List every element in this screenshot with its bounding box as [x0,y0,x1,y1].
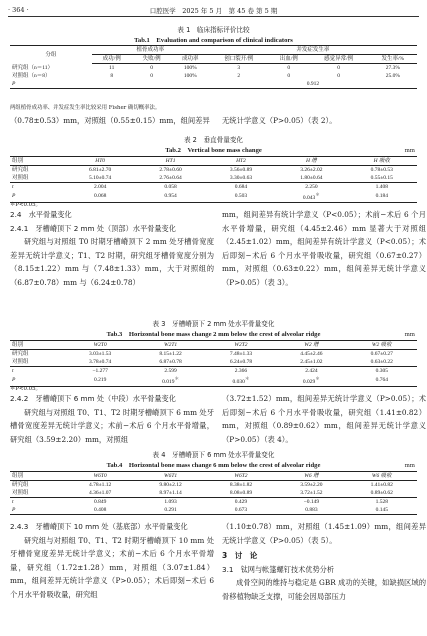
table1-header-group: 分组 [10,46,92,64]
table-row [10,166,417,175]
table3-cell: 2.366 [234,368,248,374]
section-heading-2-4: 2.4 水平骨量变化 [10,210,72,219]
page-number: · 364 · [8,6,29,14]
table3-p-value: 0.019 [162,378,175,385]
paragraph: （3.72±1.52）mm，组间差异无统计学意义（P>0.05）；术后即刻−术后 6 个月水平骨吸收量，研究组（1.41±0.82）mm，对照组（0.89±0.62）mm，组间差异无统计学意义（P>0.05）（表 4）。 [222,394,426,444]
table2-cell [276,191,346,202]
table3-cell: 7.48±1.33 [229,351,253,357]
table1-cell: 100% [183,73,197,79]
significance-mark: ＊ [315,376,320,381]
text-right-c [222,520,426,604]
table2-cell: 对照组 [10,174,65,183]
table1-col: 出血/例 [269,55,309,64]
table3-cell: 0.305 [375,368,388,374]
section-heading-2-4-2: 2.4.2 牙槽嵴顶下 6 mm 处（中段）水平骨量变化 [10,394,176,403]
continuation-right-text: 无统计学意义（P>0.05）（表 2）。 [222,116,337,125]
continuation-left [10,114,214,128]
table-row [10,375,417,386]
table1-cell: 研究组（n＝11） [12,64,54,71]
paragraph: （1.10±0.78）mm，对照组（1.45±1.09）mm，组间差异无统计学意义（P>0.05）（表 5）。 [222,522,426,545]
table4-cell: 0.408 [65,506,135,515]
table2-cell: 研究组 [12,167,29,173]
table2-cell: 0.78±0.53 [370,167,393,173]
table3-p-value: 0.029 [302,378,316,385]
text-right-a [222,208,426,290]
paragraph: mm，组间差异有统计学意义（P<0.05）；术前−术后 6 个月水平骨增量，研究组（4.45±2.46）mm 显著大于对照组（2.45±1.02）mm，组间差异有统计学意义（P<0.05）；术后即刻−术后 6 个月水平骨吸收量，研究组（0.67±0.27）mm，对照组（0.63±0.22）mm，组间差异无统计学意义（P>0.05）（表 3）。 [222,210,426,287]
table2-cell: 0.058 [164,184,177,190]
table4-cell: 8.38±1.82 [229,482,253,488]
table1-cell: 对照组（n＝8） [12,73,51,79]
table4-cell: 3.72±1.52 [276,489,346,498]
table3-cell [206,375,276,386]
table4-col: W6T1 [135,472,205,481]
table3-cell [135,375,205,386]
text-left-b [10,392,214,446]
table3-cell: P [10,375,65,386]
table3-cell: 6.87±0.78 [135,358,205,367]
table4 [10,471,417,515]
table3-cell: 3.78±0.74 [65,358,135,367]
table3-cell [276,375,346,386]
text-left-a [10,208,214,290]
table4-cell: 0.145 [347,506,417,515]
table4-cell: 8.08±0.89 [206,489,276,498]
table3-caption-en: Tab.3 Horizontal bone mass change 2 mm below the crest of alveolar ridge [106,331,321,338]
table4-cell: 0.429 [234,499,248,505]
table2-cell: t [12,184,14,190]
table4-cell: t [12,499,14,505]
section-heading-2-4-3: 2.4.3 牙槽嵴顶下 10 mm 处（基底部）水平骨量变化 [10,522,188,531]
table3-cell: 研究组 [12,351,29,357]
table4-cell: 1.41±0.82 [370,482,393,488]
table1-cell: 0 [150,73,154,79]
table1 [10,45,417,89]
table-row [10,481,417,490]
table3-cell: 2.599 [164,368,177,374]
table1-header-success: 植骨成功率 [92,46,209,55]
table1-p-value: 0.912 [209,80,417,89]
table3-col: W2T0 [65,341,135,350]
table-row [10,367,417,376]
table2-cell: 2.78±0.60 [159,167,182,173]
table3-note: ＊P<0.05。 [10,386,41,392]
paragraph: 成骨空间的维持与稳定是 GBR 成功的关键，如缺损区域的骨移植物缺乏支撑，可能会因局部压力 [222,578,426,601]
table2-col: H 吸收 [347,157,417,166]
journal-citation: 口腔医学 2025 年 5 月 第 45 卷 第 5 期 [149,7,278,15]
header-rule [8,16,419,17]
table1-col: 成功率 [172,55,209,64]
table2-col: 组别 [10,157,65,166]
table-row [10,350,417,359]
table4-cell: 研究组 [12,482,29,488]
table4-caption-en: Tab.4 Horizontal bone mass change 6 mm below the crest of alveolar ridge [106,462,321,469]
table2-cell: 0.068 [65,191,135,202]
table1-p-label: P [10,80,92,89]
paragraph: 研究组与对照组 T0、T1、T2 时期牙槽嵴顶下 10 mm 处牙槽骨宽度差异无统计学意义；术前−术后 6 个月水平骨增量，研究组（1.72±1.28）mm，对照组（3.07±1.84）mm，组间差异无统计学意义（P>0.05）；术后即刻−术后 6 个月水平骨吸收量，研究组 [10,535,214,599]
table4-cell: 0.883 [276,506,346,515]
table3-col: 组别 [10,341,65,350]
table2-unit: mm [404,148,415,154]
table4-cell: 0.89±0.62 [347,489,417,498]
table1-note: 两组植骨成功率、并发症发生率比较采用 Fisher 确切概率法。 [10,105,161,111]
table3-col: W2 吸收 [347,341,417,350]
table-row [10,489,417,498]
continuation-left-text: （0.78±0.53）mm，对照组（0.55±0.15）mm，组间差异 [10,116,210,125]
table-row [10,498,417,507]
table4-cell: 9.80±2.12 [159,482,182,488]
table4-cell: 0.291 [135,506,205,515]
section-heading-2-4-1: 2.4.1 牙槽嵴顶下 2 mm 处（顶部）水平骨量变化 [10,223,176,233]
table3-col: W2T2 [206,341,276,350]
table3-cell: 6.24±0.78 [206,358,276,367]
table1-cell: 0 [287,65,291,71]
table1-cell: 2 [237,73,241,79]
table2-col: HT2 [206,157,276,166]
table1-caption-cn: 表 1 临床指标评价比较 [177,26,250,34]
table2-cell: 2.004 [93,184,107,190]
table4-cell: 4.36±1.07 [65,489,135,498]
table1-col: 成功/例 [92,55,132,64]
table4-cell: 0.673 [206,506,276,515]
table3-cell: 0.67±0.27 [370,351,393,357]
table3-unit: mm [404,332,415,338]
table4-cell: 4.78±1.12 [89,482,112,488]
table4-cell: 1.528 [375,499,388,505]
table3-cell: 4.45±2.46 [300,351,323,357]
table4-cell: P [10,506,65,515]
significance-mark: ＊ [174,376,180,381]
table3-col: W2T1 [135,341,205,350]
table3-caption-cn: 表 3 牙槽嵴顶下 2 mm 处水平骨量变化 [152,320,275,328]
text-left-c [10,520,214,602]
table2-cell: 0.184 [347,191,417,202]
table4-col: W6T2 [206,472,276,481]
table2-cell: 0.503 [206,191,276,202]
table4-col: W6T0 [65,472,135,481]
table2-cell: 0.55±0.15 [347,174,417,183]
table2-col: HT0 [65,157,135,166]
table1-col: 发生率/% [369,55,417,64]
table4-col: W6 增 [276,472,346,481]
table2-cell: 0.954 [135,191,205,202]
table4-caption-cn: 表 4 牙槽嵴顶下 6 mm 处水平骨量变化 [152,451,275,459]
table2-cell: 6.81±2.70 [89,167,112,173]
running-header [8,4,419,16]
table2-cell: P [10,191,65,202]
table2-p-value: 0.043 [302,194,316,201]
table1-cell: 0 [337,73,341,79]
table1-cell: 3 [237,65,241,71]
table3-cell: 3.03±1.53 [89,351,112,357]
table1-cell: 27.3% [385,65,400,71]
table-row [10,72,417,80]
significance-mark: ＊ [244,376,250,381]
table2-cell: 1.80±0.64 [276,174,346,183]
table1-caption-en: Tab.1 Evaluation and comparison of clinical indicators [134,37,293,44]
table4-col: W6 吸收 [347,472,417,481]
table3-cell: 2.424 [305,368,318,374]
table3 [10,340,417,387]
table2-caption-en: Tab.2 Vertical bone mass change [165,147,262,154]
table3-cell: 2.45±1.02 [276,358,346,367]
table2-caption-cn: 表 2 垂直骨量变化 [183,136,244,144]
table-row [10,183,417,192]
table2-note: ＊P<0.05。 [10,202,41,208]
table-row [10,191,417,202]
table1-cell: 25.0% [385,73,400,79]
section-heading-3-1: 3.1 钛网与帐篷螺钉技术优势分析 [222,564,335,574]
table-row [10,80,417,89]
table2-cell: 3.30±0.63 [206,174,276,183]
table4-cell: −0.149 [303,499,320,505]
text-right-b [222,392,426,446]
table2-cell: 2.76±0.64 [135,174,205,183]
continuation-right [222,114,426,128]
table-row [10,174,417,183]
table2 [10,156,417,203]
paragraph: 研究组与对照组 T0、T1、T2 时期牙槽嵴顶下 6 mm 处牙槽骨宽度差异无统计学意义；术前−术后 6 个月水平骨增量，研究组（3.59±2.20）mm，对照组 [10,407,214,444]
table3-cell: 0.63±0.22 [347,358,417,367]
table2-cell: 5.10±0.74 [65,174,135,183]
table-row [10,358,417,367]
significance-mark: ＊ [315,192,320,197]
table4-cell: 对照组 [10,489,65,498]
table1-cell: 100% [183,65,197,71]
table2-col: HT1 [135,157,205,166]
table1-p-empty [92,80,209,89]
table1-cell: 0 [337,65,341,71]
table3-cell: −1.277 [92,368,108,374]
table2-cell: 3.56±0.89 [229,167,253,173]
paragraph: 研究组与对照组 T0 时期牙槽嵴顶下 2 mm 处牙槽骨宽度差异无统计学意义；T1、T2 时期，研究组牙槽骨宽度分别为（8.15±1.22）mm 与（7.48±1.33）mm，大于对照组的（6.87±0.78）mm 与（6.24±0.78） [10,237,214,287]
table4-cell: 0.849 [93,499,107,505]
table2-cell: 2.250 [305,184,318,190]
table-row [10,64,417,73]
table2-cell: 3.26±2.02 [300,167,323,173]
table1-col: 失败/例 [132,55,172,64]
table-row [10,506,417,515]
table2-cell: 1.408 [375,184,388,190]
table4-cell: 3.59±2.20 [300,482,323,488]
table1-cell: 8 [110,73,114,79]
table1-header-complication: 并发症发生率 [209,46,417,55]
table4-col: 组别 [10,472,65,481]
table3-cell: 对照组 [10,358,65,367]
table1-col: 创口裂开/例 [209,55,269,64]
table1-cell: 0 [150,65,154,71]
table1-cell: 11 [109,65,115,71]
table3-cell: 0.219 [65,375,135,386]
section-heading-3: 3 讨 论 [222,551,258,561]
table1-col: 感觉异常/例 [309,55,369,64]
table3-p-value: 0.030 [232,378,245,385]
table4-cell: 1.093 [164,499,177,505]
table4-unit: mm [404,463,415,469]
table2-cell: 0.684 [234,184,248,190]
table3-cell: 0.764 [347,375,417,386]
table3-col: W2 增 [276,341,346,350]
table2-col: H 增 [276,157,346,166]
table3-cell: t [12,368,14,374]
table3-cell: 8.15±1.22 [159,351,182,357]
table1-cell: 0 [287,73,291,79]
table4-cell: 8.97±1.14 [135,489,205,498]
